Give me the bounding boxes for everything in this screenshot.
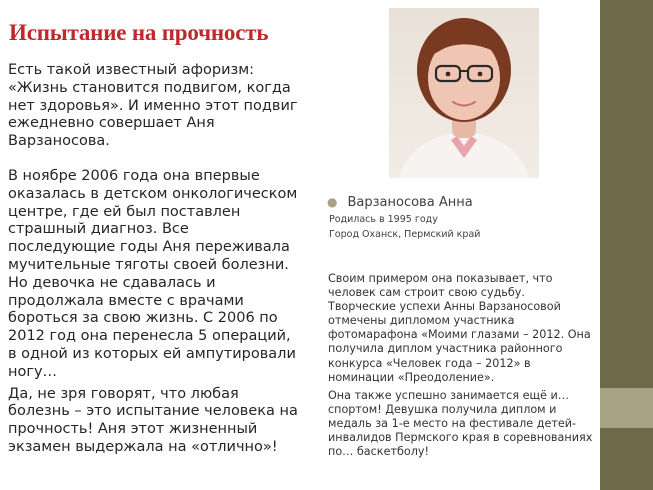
birth-year: Родилась в 1995 году [329, 214, 438, 225]
sidebar-band-top [600, 0, 653, 388]
slide-title: Испытание на прочность [9, 20, 269, 45]
photo-caption [327, 193, 597, 242]
paragraph-diagnosis: В ноябре 2006 года она впервые оказалась в детском онкологическом центре, где ей был поставлен страшный диагноз. Все последующие годы Аня переживала мучительные тяготы своей болезни. Но девочка не сдавалась и продолжала вместе с врачами бороться за свою жизнь. С 2006 по 2012 год она перенесла 5 операций, в одной из которых ей ампутировали ногу… [8, 167, 298, 380]
story-paragraph-sport: Она также успешно занимается ещё и… спортом! Девушка получила диплом и медаль за 1-е место на фестивале детей-инвалидов Пермского края в соревнованиях по… баскетболу! [328, 388, 593, 459]
home-city: Город Оханск, Пермский край [329, 229, 481, 240]
portrait-photo-icon [389, 8, 539, 178]
main-text [8, 62, 300, 457]
paragraph-conclusion: Да, не зря говорят, что любая болезнь – это испытание человека на прочность! Аня этот жизненный экзамен выдержала на «отлично»! [8, 385, 298, 455]
story-paragraph-creative: Своим примером она показывает, что человек сам строит свою судьбу. Творческие успехи Анны Варзаносовой отмечены дипломом участника фотомарафона «Моими глазами – 2012. Она получила диплом участника районного конкурса «Человек года – 2012» в номинации «Преодоление». [328, 272, 591, 384]
sidebar-band-bottom [600, 428, 653, 490]
caption-name-row [327, 193, 597, 212]
bullet-icon: ● [327, 195, 338, 209]
sidebar-band-accent [600, 388, 653, 428]
paragraph-aphorism: Есть такой известный афоризм: «Жизнь становится подвигом, когда нет здоровья». И именно этот подвиг ежедневно совершает Аня Варзаносова. [8, 62, 298, 150]
person-name: Варзаносова Анна [347, 195, 473, 210]
achievements-text [328, 272, 596, 459]
